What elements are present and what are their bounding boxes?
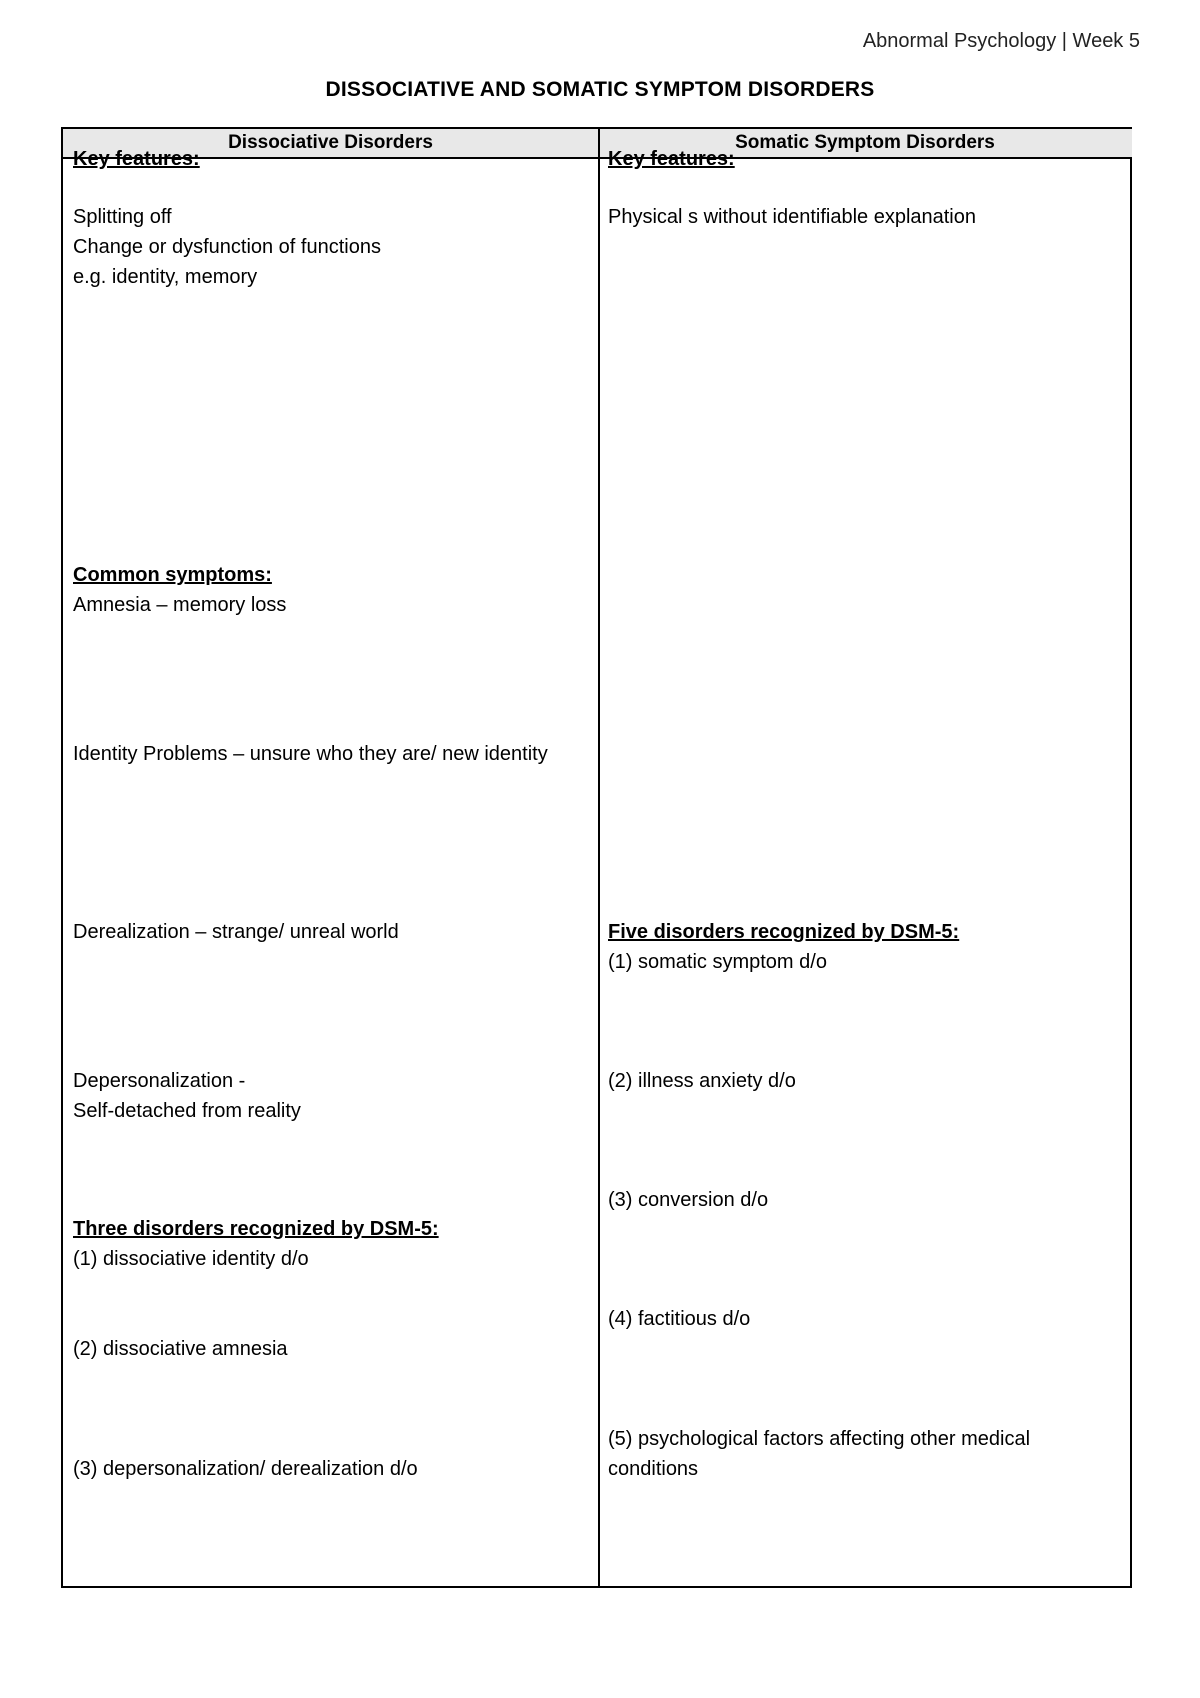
right-disorder-item: (1) somatic symptom d/o	[608, 951, 827, 973]
right-disorder-item: (4) factitious d/o	[608, 1308, 751, 1330]
right-disorder-item: (3) conversion d/o	[608, 1189, 769, 1211]
left-disorder-item: (1) dissociative identity d/o	[73, 1248, 309, 1270]
right-disorder-item: (5) psychological factors affecting other medical conditions	[608, 1428, 1031, 1480]
symptom-derealization: Derealization – strange/ unreal world	[73, 921, 399, 943]
left-key-feature-line: e.g. identity, memory	[73, 266, 258, 288]
left-key-feature-line: Splitting off	[73, 206, 172, 228]
column-header-dissociative: Dissociative Disorders	[63, 129, 598, 159]
symptom-identity: Identity Problems – unsure who they are/ new identity	[73, 743, 548, 765]
column-header-somatic: Somatic Symptom Disorders	[598, 129, 1132, 159]
left-disorder-item: (3) depersonalization/ derealization d/o	[73, 1458, 418, 1480]
left-key-features-heading: Key features:	[73, 148, 200, 170]
right-disorders-heading: Five disorders recognized by DSM-5:	[608, 921, 960, 943]
common-symptoms-heading: Common symptoms:	[73, 564, 272, 586]
right-key-feature-line: Physical s without identifiable explanation	[608, 206, 976, 228]
column-divider	[598, 129, 600, 1586]
page-title: DISSOCIATIVE AND SOMATIC SYMPTOM DISORDERS	[325, 78, 875, 101]
symptom-depersonalization: Depersonalization -	[73, 1070, 246, 1092]
left-disorder-item: (2) dissociative amnesia	[73, 1338, 288, 1360]
left-disorders-heading: Three disorders recognized by DSM-5:	[73, 1218, 439, 1240]
symptom-amnesia: Amnesia – memory loss	[73, 594, 287, 616]
header-note: Abnormal Psychology | Week 5	[862, 30, 1140, 52]
left-key-feature-line: Change or dysfunction of functions	[73, 236, 381, 258]
right-disorder-item: (2) illness anxiety d/o	[608, 1070, 796, 1092]
right-key-features-heading: Key features:	[608, 148, 735, 170]
comparison-table	[61, 127, 1132, 1588]
symptom-depersonalization-detail: Self-detached from reality	[73, 1100, 301, 1122]
